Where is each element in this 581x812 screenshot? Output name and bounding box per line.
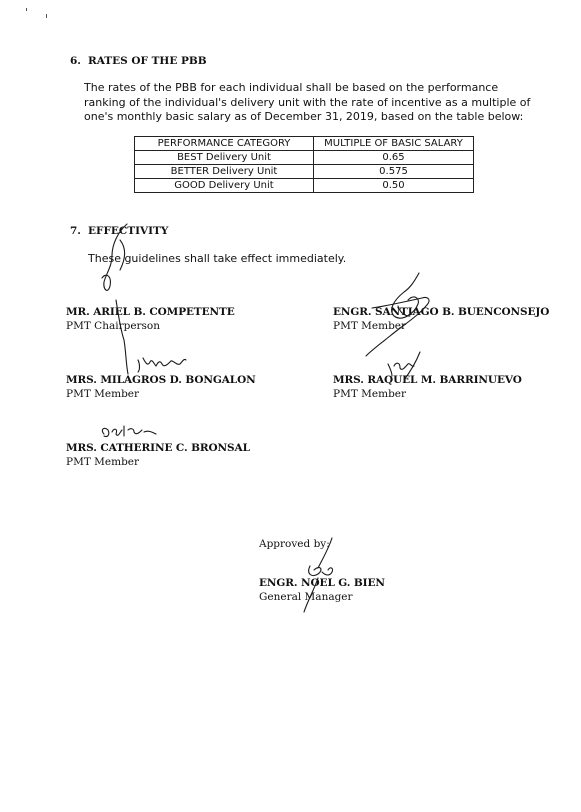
table-cell-multiple: 0.65 xyxy=(314,151,474,165)
signatory-role: PMT Member xyxy=(66,388,140,400)
rates-table xyxy=(134,136,474,193)
signatory-name: MRS. CATHERINE C. BRONSAL xyxy=(66,442,250,454)
section-7-paragraph: These guidelines shall take effect immediately. xyxy=(88,252,347,265)
section-6-heading xyxy=(70,55,207,67)
table-row xyxy=(135,165,474,179)
signature-competente xyxy=(102,224,128,374)
scan-speck xyxy=(46,14,47,18)
approver-name: ENGR. NOEL G. BIEN xyxy=(259,577,385,589)
approved-by-label: Approved by: xyxy=(259,538,330,550)
table-header-row xyxy=(135,137,474,151)
section-7-title: EFFECTIVITY xyxy=(88,225,169,237)
section-6-paragraph: The rates of the PBB for each individual shall be based on the performance ranking of the individual's delivery unit with the rate of incentive as a multiple of one's monthly basic salary as of December 31, 2019, based on the table below: xyxy=(84,81,531,123)
approver-role: General Manager xyxy=(259,591,353,603)
table-row xyxy=(135,179,474,193)
table-row xyxy=(135,151,474,165)
signatory-role: PMT Member xyxy=(333,388,407,400)
section-7-number: 7. xyxy=(70,225,81,237)
signatory-name: MRS. MILAGROS D. BONGALON xyxy=(66,374,256,386)
table-cell-category: BEST Delivery Unit xyxy=(135,151,314,165)
signatory-name: MR. ARIEL B. COMPETENTE xyxy=(66,306,235,318)
table-header-category: PERFORMANCE CATEGORY xyxy=(135,137,314,151)
table-cell-multiple: 0.575 xyxy=(314,165,474,179)
table-header-multiple: MULTIPLE OF BASIC SALARY xyxy=(314,137,474,151)
signature-bronsal xyxy=(102,426,156,437)
section-6-number: 6. xyxy=(70,55,81,67)
signatory-role: PMT Member xyxy=(333,320,407,332)
signatory-role: PMT Member xyxy=(66,456,140,468)
scan-speck xyxy=(26,8,27,11)
table-cell-multiple: 0.50 xyxy=(314,179,474,193)
table-cell-category: BETTER Delivery Unit xyxy=(135,165,314,179)
signatory-role: PMT Chairperson xyxy=(66,320,161,332)
signature-bongalon xyxy=(138,358,186,372)
table-cell-category: GOOD Delivery Unit xyxy=(135,179,314,193)
section-7-heading xyxy=(70,225,168,237)
signatory-name: ENGR. SANTIAGO B. BUENCONSEJO xyxy=(333,306,550,318)
section-6-title: RATES OF THE PBB xyxy=(88,55,207,67)
signatory-name: MRS. RAQUEL M. BARRINUEVO xyxy=(333,374,522,386)
